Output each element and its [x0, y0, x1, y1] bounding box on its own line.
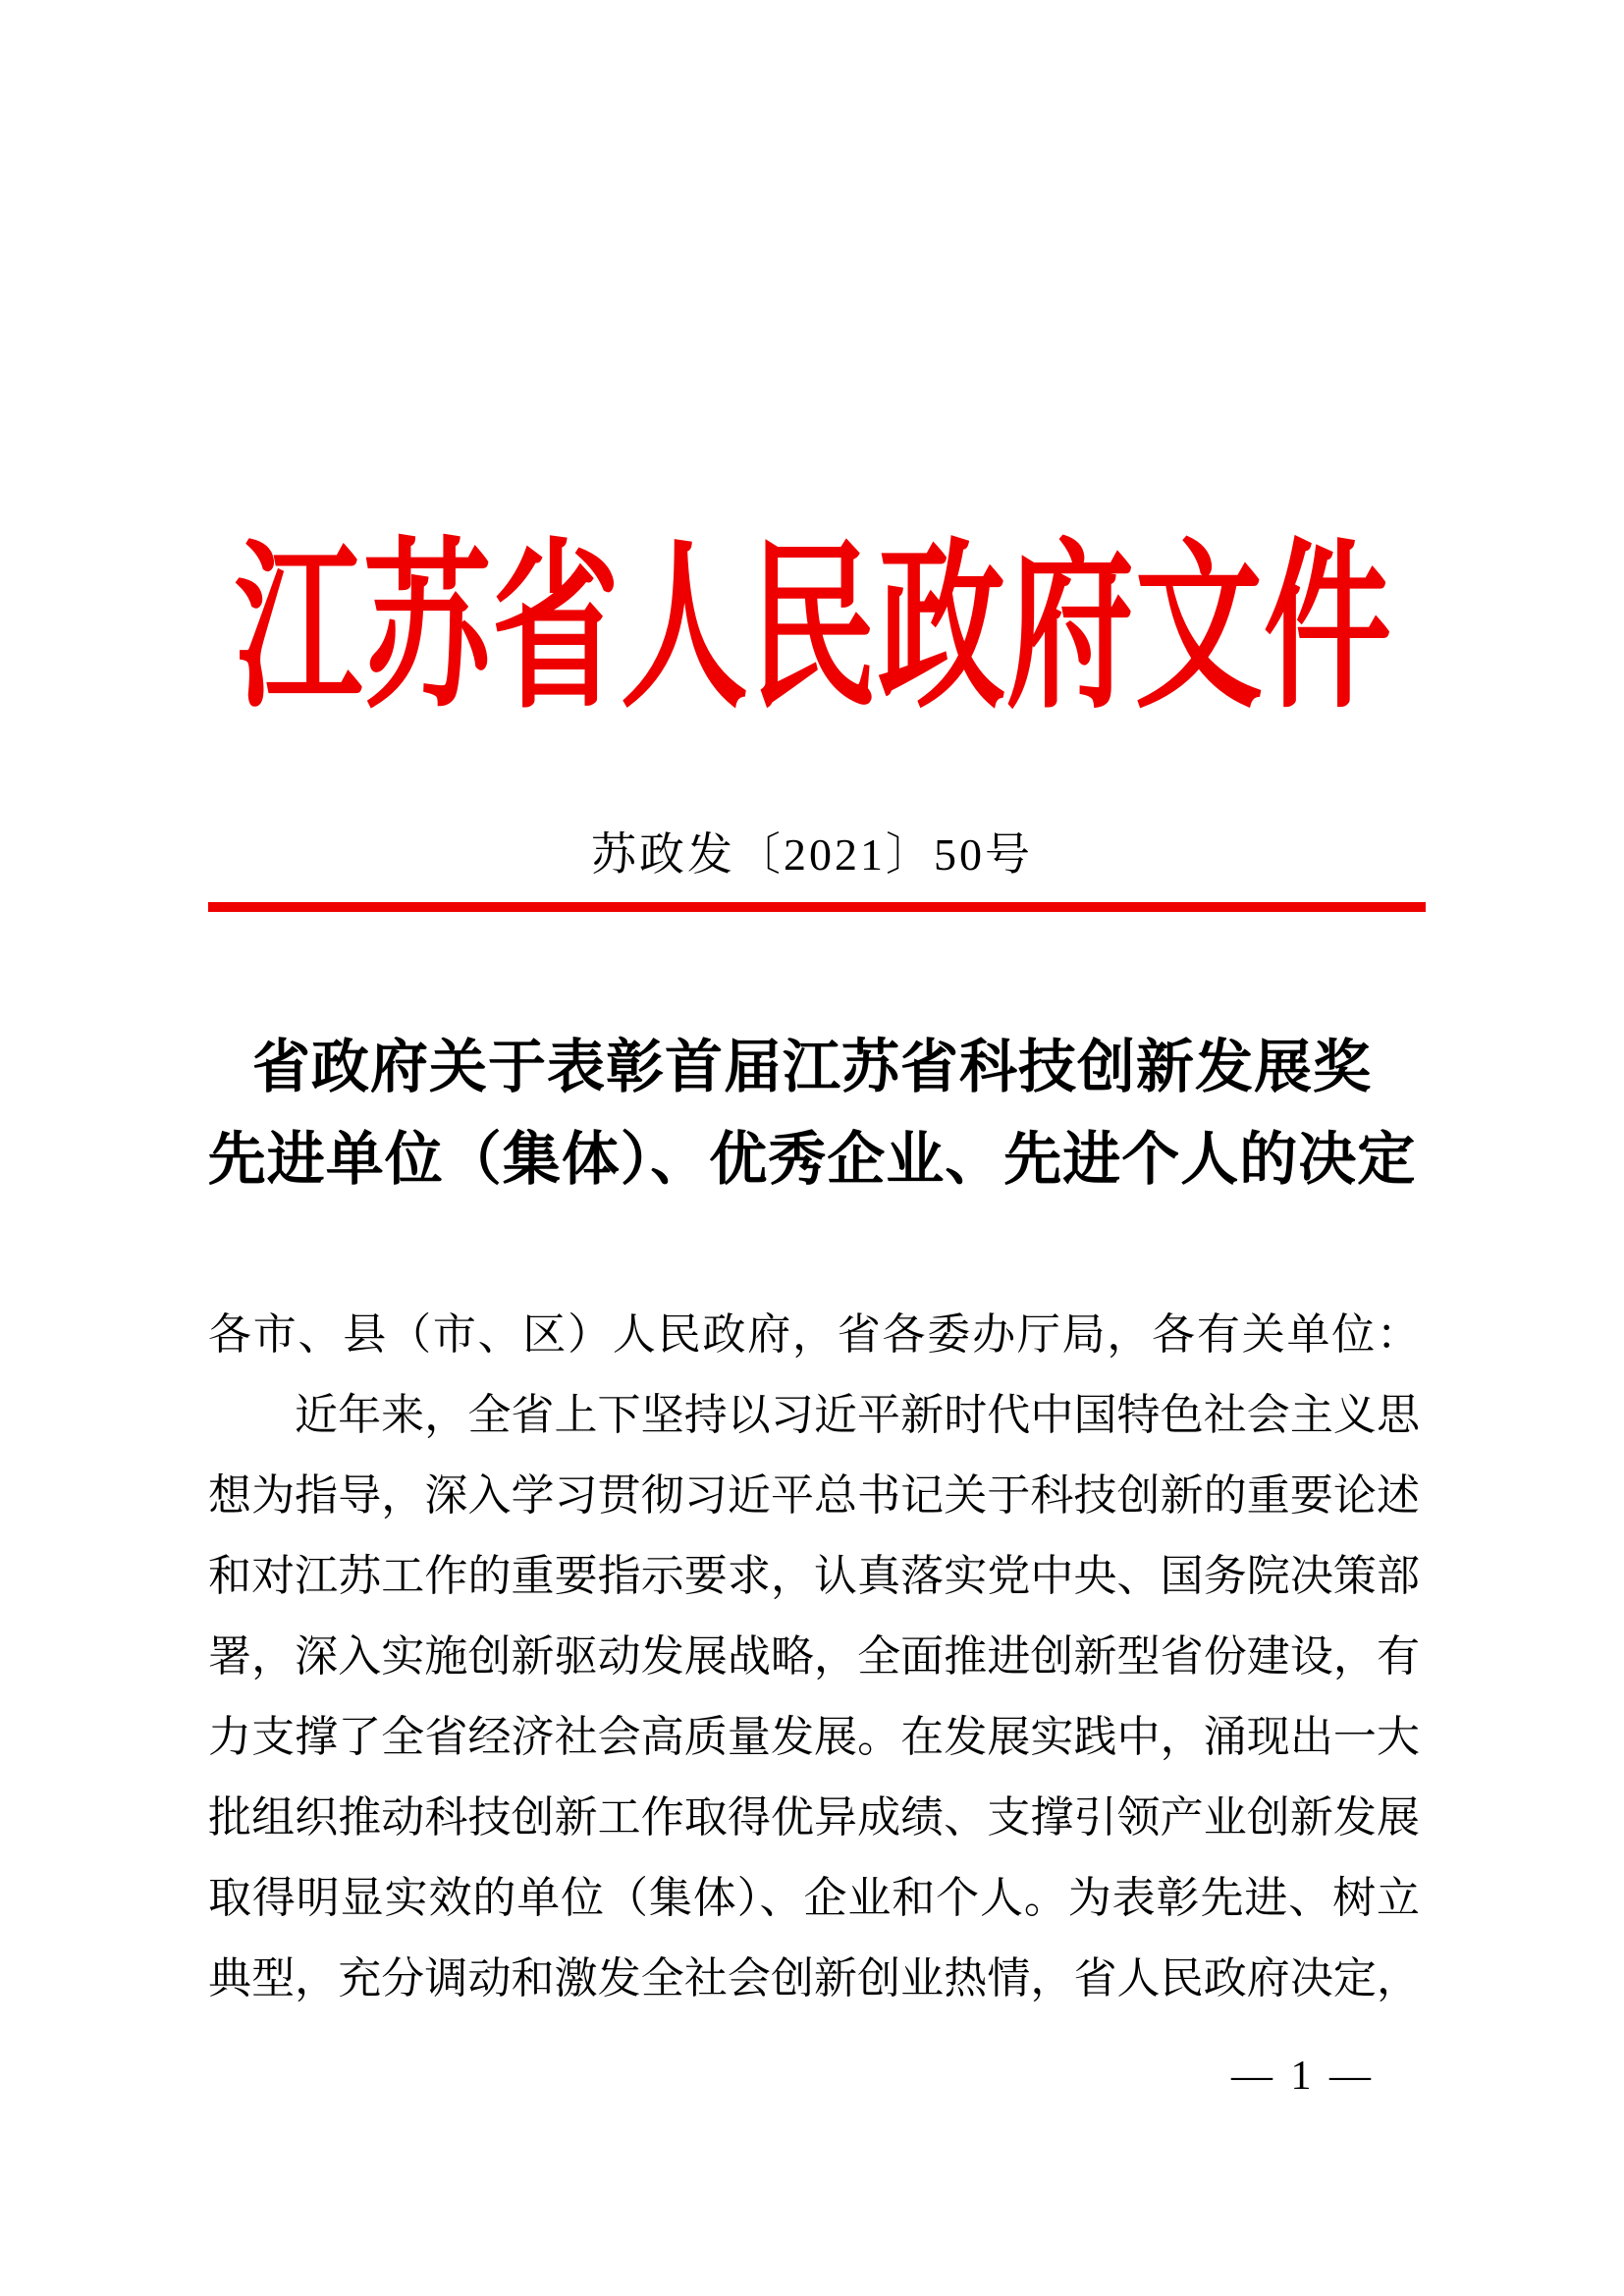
document-body [208, 1295, 1420, 2019]
red-divider-rule [208, 902, 1426, 912]
body-line: 取得明显实效的单位（集体）、企业和个人。为表彰先进、树立 [208, 1874, 1420, 1922]
page-number: — 1 — [1231, 2054, 1375, 2099]
banner-char: 人 [620, 529, 748, 731]
banner-char: 件 [1263, 529, 1391, 731]
body-line: 近年来，全省上下坚持以习近平新时代中国特色社会主义思 [295, 1391, 1420, 1439]
body-line: 署，深入实施创新驱动发展战略，全面推进创新型省份建设，有 [208, 1632, 1420, 1681]
document-number: 苏政发〔2021〕50号 [591, 829, 1033, 880]
banner-char: 政 [877, 529, 1005, 731]
banner-char: 民 [748, 529, 877, 731]
body-line: 想为指导，深入学习贯彻习近平总书记关于科技创新的重要论述 [208, 1471, 1420, 1520]
salutation-line: 各市、县（市、区）人民政府，省各委办厅局，各有关单位： [208, 1310, 1420, 1359]
document-title-line2: 先进单位（集体）、优秀企业、先进个人的决定 [207, 1127, 1417, 1192]
letterhead-banner [235, 529, 1391, 731]
body-line: 典型，充分调动和激发全社会创新创业热情，省人民政府决定， [208, 1954, 1420, 2002]
banner-char: 府 [1005, 529, 1134, 731]
body-line: 批组织推动科技创新工作取得优异成绩、支撑引领产业创新发展 [208, 1793, 1420, 1842]
banner-char: 文 [1134, 529, 1263, 731]
banner-char: 苏 [362, 529, 491, 731]
banner-char: 省 [491, 529, 620, 731]
body-line: 力支撑了全省经济社会高质量发展。在发展实践中，涌现出一大 [208, 1713, 1420, 1761]
body-line: 和对江苏工作的重要指示要求，认真落实党中央、国务院决策部 [208, 1552, 1420, 1600]
banner-char: 江 [235, 529, 363, 731]
document-title [118, 1021, 1506, 1205]
document-title-line1: 省政府关于表彰首届江苏省科技创新发展奖 [251, 1035, 1372, 1099]
